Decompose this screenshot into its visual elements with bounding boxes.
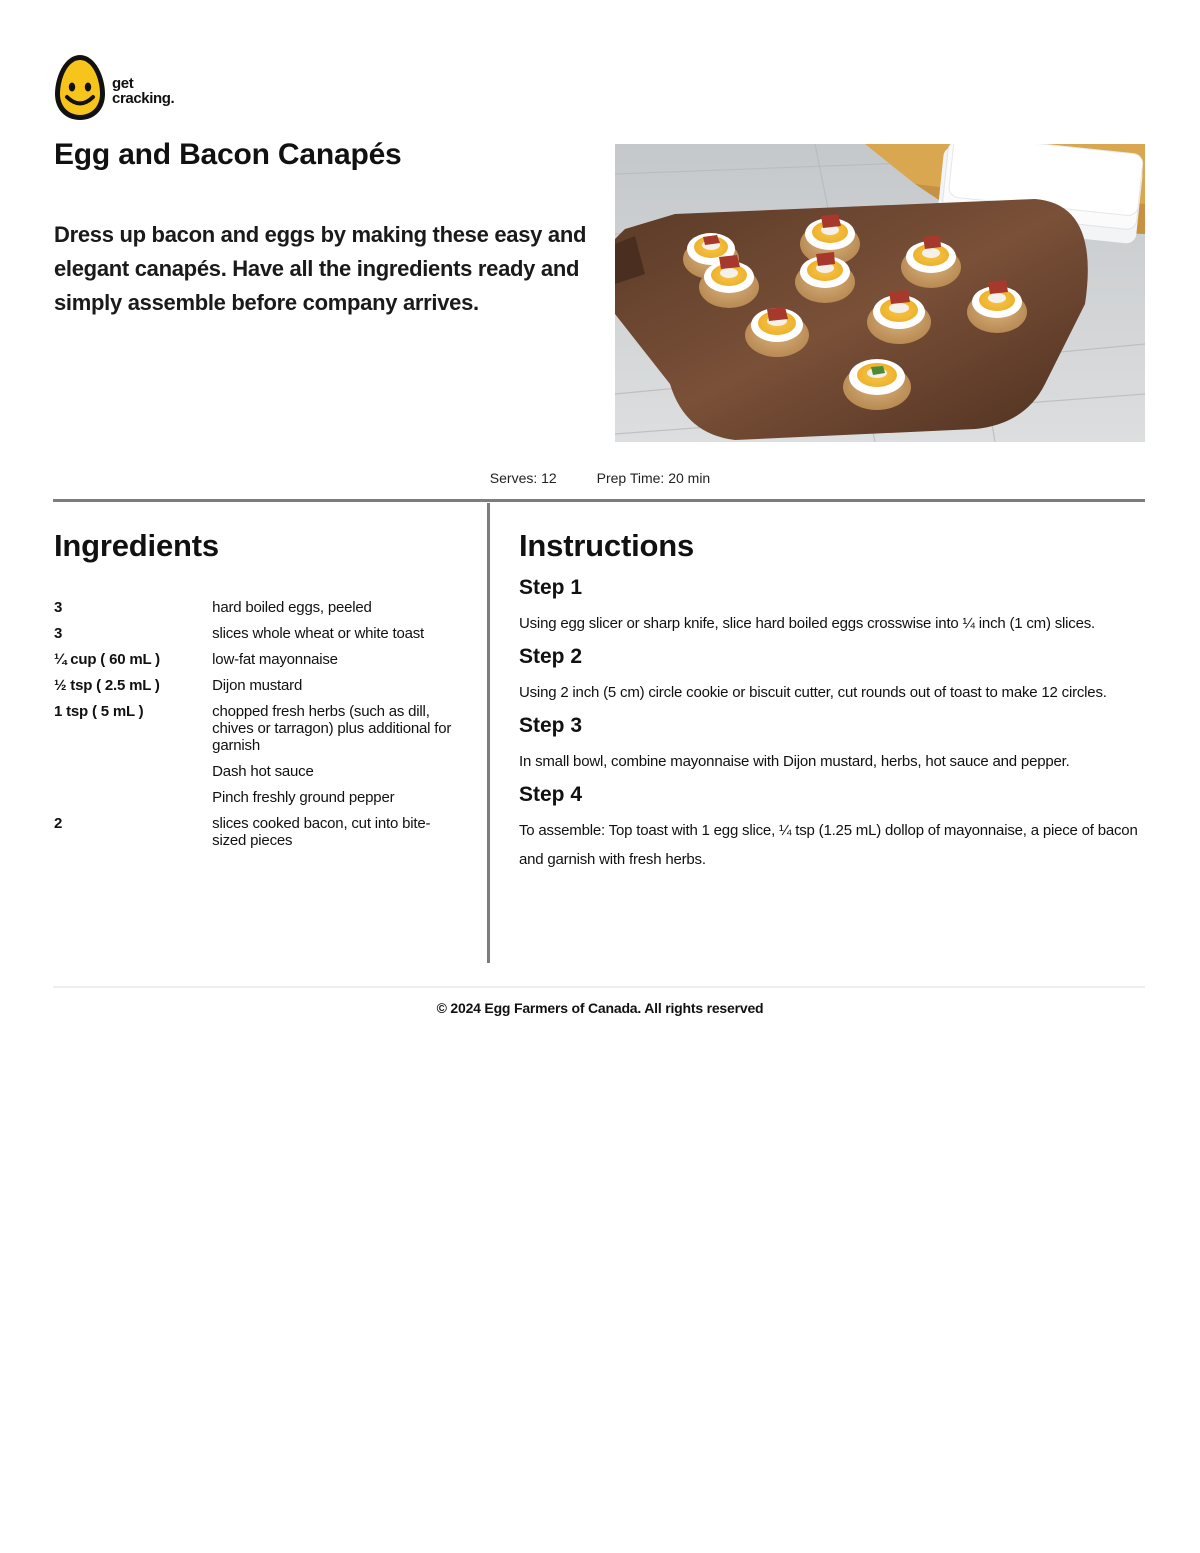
ingredient-qty: 3	[54, 599, 63, 616]
section-divider-top	[53, 499, 1145, 502]
step-text: In small bowl, combine mayonnaise with Dijon mustard, herbs, hot sauce and pepper.	[519, 753, 1070, 770]
step-block	[519, 782, 1149, 874]
ingredient-row	[54, 599, 454, 625]
ingredient-item: low-fat mayonnaise	[212, 651, 338, 668]
step-text: To assemble: Top toast with 1 egg slice, ¼ tsp (1.25 mL) dollop of mayonnaise, a piece of bacon and garnish with fresh herbs.	[519, 822, 1138, 868]
step-text: Using egg slicer or sharp knife, slice hard boiled eggs crosswise into ¼ inch (1 cm) slices.	[519, 615, 1096, 632]
ingredients-heading: Ingredients	[54, 528, 219, 563]
step-title: Step 4	[519, 783, 583, 806]
footer-divider	[53, 986, 1145, 988]
step-block	[519, 644, 1149, 707]
ingredient-row	[54, 651, 454, 677]
ingredient-qty: 2	[54, 815, 63, 832]
column-divider	[487, 503, 490, 963]
ingredient-item: slices cooked bacon, cut into bite-sized pieces	[212, 815, 431, 849]
ingredient-item: chopped fresh herbs (such as dill, chives or tarragon) plus additional for garnish	[212, 703, 452, 754]
recipe-meta	[0, 470, 1200, 486]
ingredient-item: Dijon mustard	[212, 677, 303, 694]
ingredient-row	[54, 703, 454, 763]
step-block	[519, 575, 1149, 638]
ingredient-qty: ½ tsp ( 2.5 mL )	[54, 677, 160, 694]
ingredient-item: Dash hot sauce	[212, 763, 314, 780]
recipe-intro: Dress up bacon and eggs by making these easy and elegant canapés. Have all the ingredients ready and simply assemble before company arrives.	[54, 222, 587, 315]
ingredient-qty: 3	[54, 625, 63, 642]
step-text: Using 2 inch (5 cm) circle cookie or biscuit cutter, cut rounds out of toast to make 12 circles.	[519, 684, 1107, 701]
serves-label: Serves: 12	[489, 470, 557, 486]
ingredient-row	[54, 815, 454, 858]
copyright-footer: © 2024 Egg Farmers of Canada. All rights reserved	[436, 1000, 764, 1016]
smiley-egg-icon	[52, 52, 108, 124]
brand-logo[interactable]	[52, 52, 202, 124]
ingredient-item: slices whole wheat or white toast	[212, 625, 425, 642]
step-block	[519, 713, 1149, 776]
step-title: Step 3	[519, 714, 583, 737]
prep-time-label: Prep Time: 20 min	[596, 470, 711, 486]
ingredient-row	[54, 789, 454, 815]
ingredient-qty	[54, 763, 212, 789]
ingredient-item: hard boiled eggs, peeled	[212, 599, 372, 616]
step-title: Step 2	[519, 645, 583, 668]
brand-wordmark	[112, 76, 174, 106]
ingredient-qty: ¼ cup ( 60 mL )	[54, 651, 160, 668]
ingredient-qty: 1 tsp ( 5 mL )	[54, 703, 144, 720]
instructions-heading: Instructions	[519, 528, 695, 563]
ingredients-table	[54, 599, 454, 858]
recipe-title: Egg and Bacon Canapés	[54, 138, 402, 171]
ingredient-row	[54, 763, 454, 789]
ingredient-item: Pinch freshly ground pepper	[212, 789, 395, 806]
ingredient-qty	[54, 789, 212, 815]
instructions-steps	[519, 575, 1149, 880]
ingredient-row	[54, 625, 454, 651]
step-title: Step 1	[519, 576, 583, 599]
brand-line-2: cracking.	[112, 90, 175, 107]
ingredient-row	[54, 677, 454, 703]
recipe-photo	[615, 144, 1145, 442]
brand-line-1: get	[112, 75, 134, 92]
canapes-on-board-illustration	[615, 144, 1145, 442]
